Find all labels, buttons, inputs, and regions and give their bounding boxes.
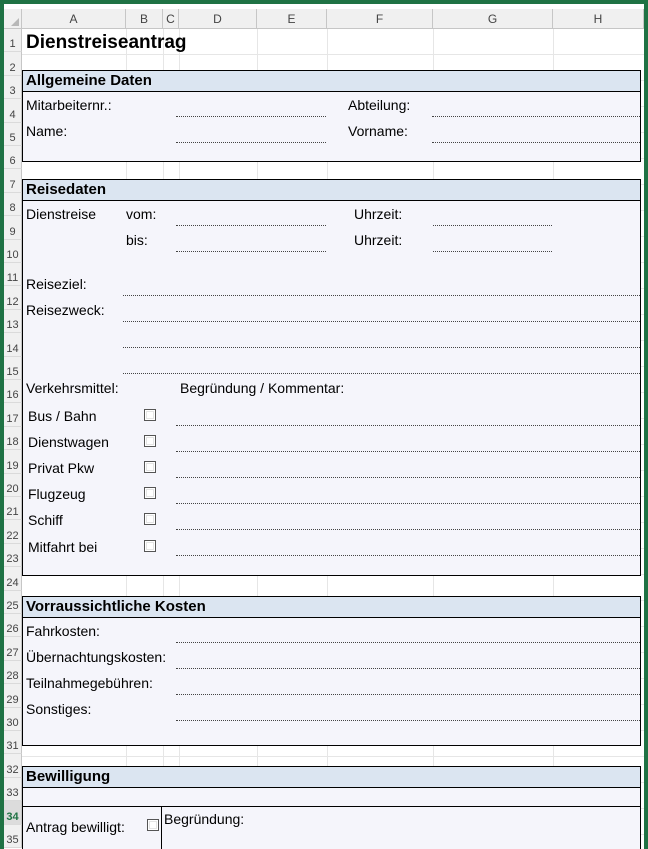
participation-fees-label: Teilnahmegebühren: bbox=[26, 675, 153, 691]
private-car-comment-field[interactable] bbox=[176, 477, 640, 478]
department-field[interactable] bbox=[432, 116, 640, 117]
destination-field[interactable] bbox=[123, 295, 640, 296]
row-header-23[interactable]: 23 bbox=[4, 544, 22, 567]
row-header-2[interactable]: 2 bbox=[4, 52, 22, 75]
time-label-1: Uhrzeit: bbox=[354, 206, 403, 222]
column-header-c[interactable]: C bbox=[163, 9, 179, 29]
ship-checkbox[interactable] bbox=[144, 513, 156, 525]
employee-no-field[interactable] bbox=[176, 116, 326, 117]
from-date-field[interactable] bbox=[176, 225, 326, 226]
row-header-25[interactable]: 25 bbox=[4, 591, 22, 614]
row-header-26[interactable]: 26 bbox=[4, 614, 22, 637]
first-name-label: Vorname: bbox=[348, 123, 408, 139]
to-time-field[interactable] bbox=[433, 251, 552, 252]
private-car-checkbox[interactable] bbox=[144, 461, 156, 473]
transport-option-private-car: Privat Pkw bbox=[28, 460, 95, 476]
company-car-comment-field[interactable] bbox=[176, 451, 640, 452]
destination-label: Reiseziel: bbox=[26, 276, 87, 292]
first-name-field[interactable] bbox=[432, 142, 640, 143]
row-header-30[interactable]: 30 bbox=[4, 708, 22, 731]
column-header-e[interactable]: E bbox=[257, 9, 327, 29]
from-time-field[interactable] bbox=[433, 225, 552, 226]
row-header-17[interactable]: 17 bbox=[4, 403, 22, 426]
reason-comment-label: Begründung / Kommentar: bbox=[180, 380, 345, 396]
section-header-general: Allgemeine Daten bbox=[22, 70, 641, 92]
row-header-29[interactable]: 29 bbox=[4, 684, 22, 707]
ride-along-comment-field[interactable] bbox=[176, 555, 640, 556]
column-header-f[interactable]: F bbox=[327, 9, 433, 29]
time-label-2: Uhrzeit: bbox=[354, 232, 403, 248]
transport-label: Verkehrsmittel: bbox=[26, 380, 119, 396]
transport-option-ship: Schiff bbox=[28, 512, 63, 528]
row-header-31[interactable]: 31 bbox=[4, 731, 22, 754]
transport-option-company-car: Dienstwagen bbox=[28, 434, 109, 450]
column-header-h[interactable]: H bbox=[553, 9, 644, 29]
row-header-22[interactable]: 22 bbox=[4, 520, 22, 543]
ship-comment-field[interactable] bbox=[176, 529, 640, 530]
accommodation-costs-field[interactable] bbox=[176, 668, 640, 669]
row-header-9[interactable]: 9 bbox=[4, 216, 22, 239]
row-header-13[interactable]: 13 bbox=[4, 310, 22, 333]
plane-comment-field[interactable] bbox=[176, 503, 640, 504]
row-header-18[interactable]: 18 bbox=[4, 427, 22, 450]
row-header-34[interactable]: 34 bbox=[4, 801, 22, 824]
row-header-4[interactable]: 4 bbox=[4, 99, 22, 122]
section-header-approval: Bewilligung bbox=[22, 766, 641, 788]
approval-box bbox=[22, 787, 641, 849]
bus-comment-field[interactable] bbox=[176, 425, 640, 426]
transport-option-bus: Bus / Bahn bbox=[28, 408, 97, 424]
row-header-8[interactable]: 8 bbox=[4, 193, 22, 216]
row-header-33[interactable]: 33 bbox=[4, 778, 22, 801]
row-header-11[interactable]: 11 bbox=[4, 263, 22, 286]
row-header-5[interactable]: 5 bbox=[4, 123, 22, 146]
column-header-d[interactable]: D bbox=[179, 9, 257, 29]
accommodation-costs-label: Übernachtungskosten: bbox=[26, 649, 167, 665]
row-header-1[interactable]: 1 bbox=[4, 29, 22, 52]
row-header-3[interactable]: 3 bbox=[4, 76, 22, 99]
plane-checkbox[interactable] bbox=[144, 487, 156, 499]
form-title: Dienstreiseantrag bbox=[26, 32, 187, 53]
to-date-field[interactable] bbox=[176, 251, 326, 252]
row-header-35[interactable]: 35 bbox=[4, 825, 22, 848]
other-costs-label: Sonstiges: bbox=[26, 701, 92, 717]
approval-separator bbox=[161, 807, 162, 849]
select-all-corner[interactable] bbox=[4, 9, 22, 29]
purpose-field-line-2[interactable] bbox=[123, 347, 640, 348]
department-label: Abteilung: bbox=[348, 97, 411, 113]
row-header-15[interactable]: 15 bbox=[4, 357, 22, 380]
row-header-14[interactable]: 14 bbox=[4, 333, 22, 356]
row-header-21[interactable]: 21 bbox=[4, 497, 22, 520]
transport-option-plane: Flugzeug bbox=[28, 486, 86, 502]
column-header-a[interactable]: A bbox=[22, 9, 126, 29]
general-data-box bbox=[22, 90, 641, 162]
name-label: Name: bbox=[26, 123, 68, 139]
travel-costs-field[interactable] bbox=[176, 642, 640, 643]
row-header-7[interactable]: 7 bbox=[4, 169, 22, 192]
from-label: vom: bbox=[126, 206, 157, 222]
approved-label: Antrag bewilligt: bbox=[26, 819, 125, 835]
purpose-label: Reisezweck: bbox=[26, 302, 105, 318]
row-header-24[interactable]: 24 bbox=[4, 567, 22, 590]
section-header-travel: Reisedaten bbox=[22, 179, 641, 201]
column-header-g[interactable]: G bbox=[433, 9, 553, 29]
participation-fees-field[interactable] bbox=[176, 694, 640, 695]
row-header-10[interactable]: 10 bbox=[4, 240, 22, 263]
approval-divider bbox=[22, 806, 641, 807]
name-field[interactable] bbox=[176, 142, 326, 143]
row-header-32[interactable]: 32 bbox=[4, 754, 22, 777]
other-costs-field[interactable] bbox=[176, 720, 640, 721]
to-label: bis: bbox=[126, 232, 148, 248]
row-header-19[interactable]: 19 bbox=[4, 450, 22, 473]
approval-reason-label: Begründung: bbox=[164, 811, 245, 827]
purpose-field-line-1[interactable] bbox=[123, 321, 640, 322]
travel-costs-label: Fahrkosten: bbox=[26, 623, 100, 639]
purpose-field-line-3[interactable] bbox=[123, 373, 640, 374]
transport-option-ride-along: Mitfahrt bei bbox=[28, 539, 98, 555]
row-header-20[interactable]: 20 bbox=[4, 474, 22, 497]
trip-label: Dienstreise bbox=[26, 206, 97, 222]
row-header-27[interactable]: 27 bbox=[4, 637, 22, 660]
ride-along-checkbox[interactable] bbox=[144, 540, 156, 552]
employee-no-label: Mitarbeiternr.: bbox=[26, 97, 112, 113]
column-header-b[interactable]: B bbox=[126, 9, 163, 29]
row-header-16[interactable]: 16 bbox=[4, 380, 22, 403]
company-car-checkbox[interactable] bbox=[144, 435, 156, 447]
section-header-costs: Vorraussichtliche Kosten bbox=[22, 596, 641, 618]
bus-checkbox[interactable] bbox=[144, 409, 156, 421]
row-header-6[interactable]: 6 bbox=[4, 146, 22, 169]
row-header-28[interactable]: 28 bbox=[4, 661, 22, 684]
approved-checkbox[interactable] bbox=[147, 819, 159, 831]
row-header-12[interactable]: 12 bbox=[4, 286, 22, 309]
spreadsheet bbox=[4, 4, 644, 849]
